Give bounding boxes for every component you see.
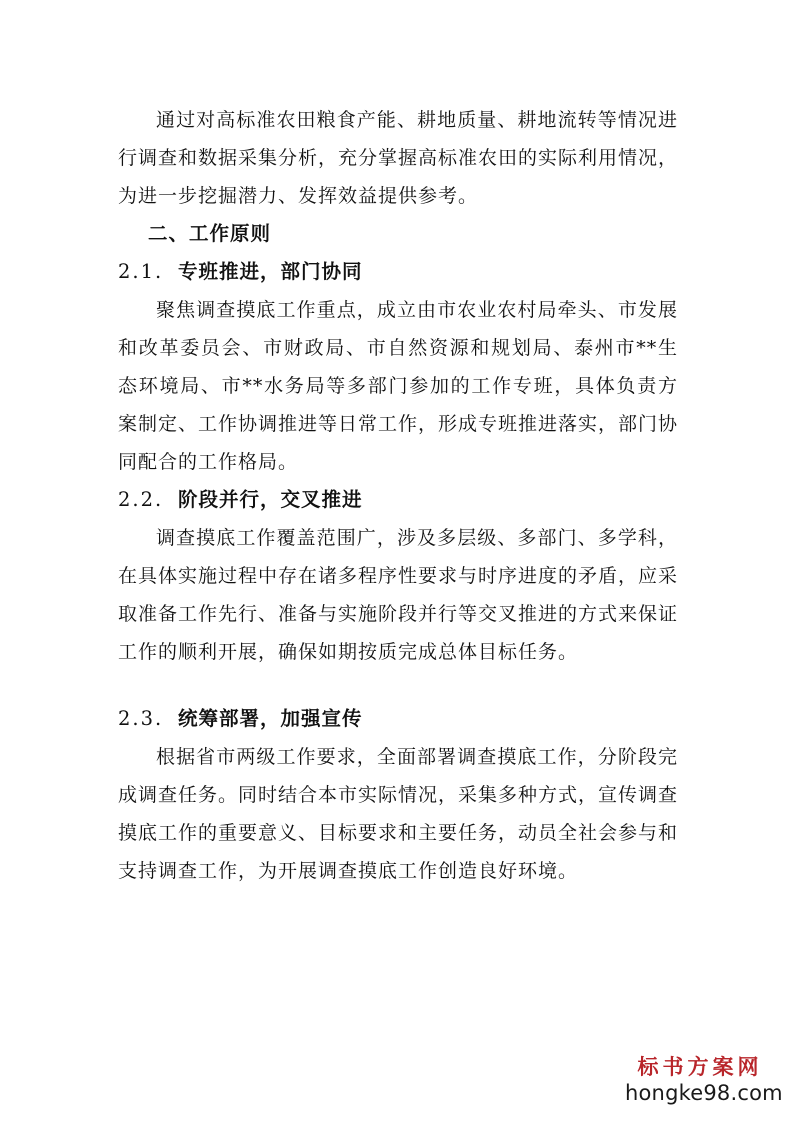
- subsection-number: 2.1.: [118, 260, 164, 283]
- subsection-title: 专班推进，部门协同: [178, 260, 363, 283]
- subsection-title: 阶段并行，交叉推进: [178, 488, 363, 511]
- subsection-body-2-2: 调查摸底工作覆盖范围广，涉及多层级、多部门、多学科，在具体实施过程中存在诸多程序性要求与时序进度的矛盾，应采取准备工作先行、准备与实施阶段并行等交叉推进的方式来保证工作的顺利开展，确保如期按质完成总体目标任务。: [118, 527, 679, 663]
- subsection-body-2-3: 根据省市两级工作要求，全面部署调查摸底工作，分阶段完成调查任务。同时结合本市实际情况，采集多种方式，宣传调查摸底工作的重要意义、目标要求和主要任务，动员全社会参与和支持调查工作，为开展调查摸底工作创造良好环境。: [118, 746, 679, 882]
- subsection-body-2-1: 聚焦调查摸底工作重点，成立由市农业农村局牵头、市发展和改革委员会、市财政局、市自然资源和规划局、泰州市**生态环境局、市**水务局等多部门参加的工作专班，具体负责方案制定、工作协调推进等日常工作，形成专班推进落实，部门协同配合的工作格局。: [118, 299, 679, 473]
- site-watermark: [625, 1054, 783, 1114]
- section-heading: 二、工作原则: [148, 222, 272, 245]
- watermark-url: hongke98.com: [625, 1081, 783, 1105]
- watermark-title: 标书方案网: [637, 1054, 763, 1079]
- subsection-heading-2-1: [118, 253, 363, 291]
- subsection-title: 统筹部署，加强宣传: [178, 707, 363, 730]
- intro-paragraph: 通过对高标准农田粮食产能、耕地质量、耕地流转等情况进行调查和数据采集分析，充分掌握高标准农田的实际利用情况，为进一步挖掘潜力、发挥效益提供参考。: [118, 109, 679, 207]
- subsection-number: 2.3.: [118, 707, 164, 730]
- subsection-heading-2-3: [118, 700, 363, 738]
- subsection-number: 2.2.: [118, 488, 164, 511]
- subsection-heading-2-2: [118, 481, 363, 519]
